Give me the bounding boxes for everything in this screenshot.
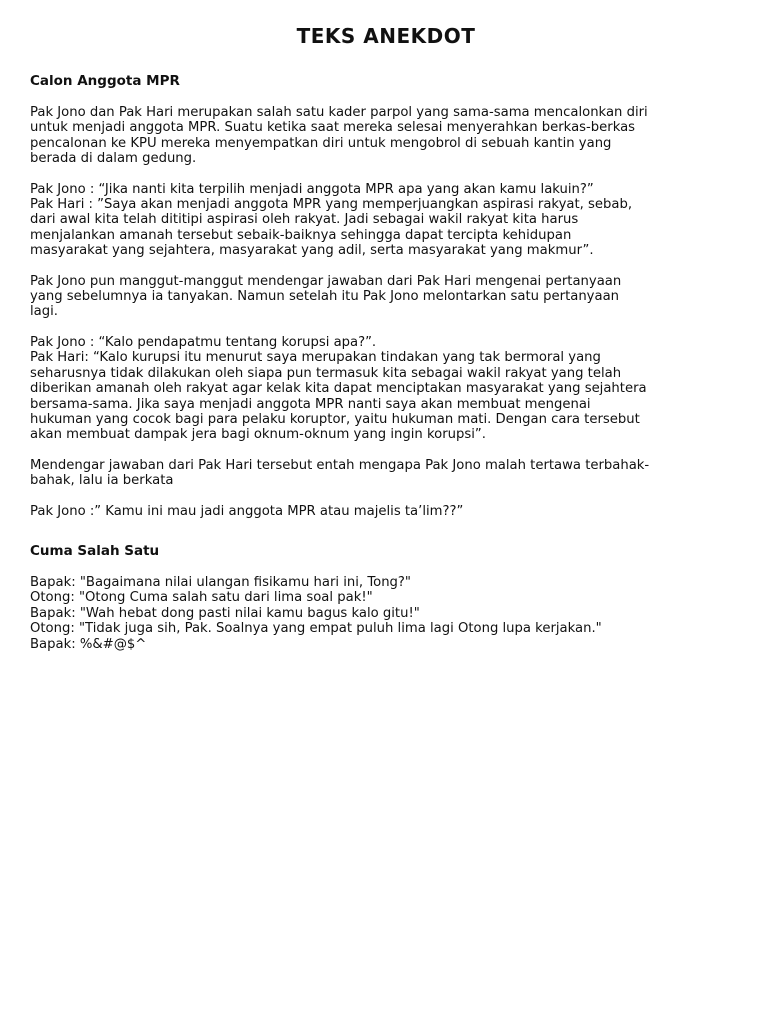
paragraph-dialogue-2 [30,335,742,443]
dialogue-line: Otong: "Otong Cuma salah satu dari lima soal pak!" [30,590,373,606]
text-line: menjalankan amanah tersebut sebaik-baiknya sehingga dapat tercipta kehidupan [30,227,572,243]
text-line: yang sebelumnya ia tanyakan. Namun setelah itu Pak Jono melontarkan satu pertanyaan [30,289,620,305]
story-heading-cuma-salah-satu: Cuma Salah Satu [30,542,160,559]
text-line: Pak Jono :” Kamu ini mau jadi anggota MPR atau majelis ta’lim??” [30,503,464,519]
text-line: Pak Jono dan Pak Hari merupakan salah satu kader parpol yang sama-sama mencalonkan diri [30,105,648,120]
document-page [30,22,742,667]
paragraph-dialogue-bapak-otong [30,575,742,652]
text-line: diberikan amanah oleh rakyat agar kelak kita dapat menciptakan masyarakat yang sejahtera [30,381,647,397]
dialogue-line: Bapak: "Bagaimana nilai ulangan fisikamu hari ini, Tong?" [30,574,411,590]
paragraph-punchline [30,504,742,519]
text-line: Pak Jono : “Kalo pendapatmu tentang korupsi apa?”. [30,334,377,350]
text-line: Pak Hari: “Kalo kurupsi itu menurut saya merupakan tindakan yang tak bermoral yang [30,350,601,366]
text-line: bahak, lalu ia berkata [30,473,174,489]
paragraph-dialogue-1 [30,182,742,259]
text-line: untuk menjadi anggota MPR. Suatu ketika saat mereka selesai menyerahkan berkas-berkas [30,120,636,136]
dialogue-line: Bapak: "Wah hebat dong pasti nilai kamu bagus kalo gitu!" [30,605,420,621]
text-line: Pak Hari : ”Saya akan menjadi anggota MPR yang memperjuangkan aspirasi rakyat, sebab, [30,197,633,213]
text-line: akan membuat dampak jera bagi oknum-oknum yang ingin korupsi”. [30,427,486,443]
text-line: seharusnya tidak dilakukan oleh siapa pun termasuk kita sebagai wakil rakyat yang telah [30,365,622,381]
dialogue-line: Bapak: %&#@$^ [30,636,147,652]
paragraph-narration [30,274,742,320]
text-line: Pak Jono : “Jika nanti kita terpilih menjadi anggota MPR apa yang akan kamu lakuin?” [30,181,594,197]
text-line: bersama-sama. Jika saya menjadi anggota MPR nanti saya akan membuat mengenai [30,396,591,412]
text-line: Mendengar jawaban dari Pak Hari tersebut entah mengapa Pak Jono malah tertawa terbahak- [30,457,650,473]
story-heading-calon-anggota-mpr: Calon Anggota MPR [30,73,180,89]
text-line: masyarakat yang sejahtera, masyarakat yang adil, serta masyarakat yang makmur”. [30,243,594,259]
paragraph-reaction [30,458,742,489]
text-line: lagi. [30,304,58,320]
text-line: dari awal kita telah dititipi aspirasi oleh rakyat. Jadi sebagai wakil rakyat kita harus [30,212,579,228]
dialogue-line: Otong: "Tidak juga sih, Pak. Soalnya yang empat puluh lima lagi Otong lupa kerjakan." [30,621,602,637]
text-line: berada di dalam gedung. [30,151,197,167]
text-line: pencalonan ke KPU mereka menyempatkan diri untuk mengobrol di sebuah kantin yang [30,135,612,151]
paragraph-intro [30,105,742,167]
document-title: TEKS ANEKDOT [296,24,476,48]
text-line: Pak Jono pun manggut-manggut mendengar jawaban dari Pak Hari mengenai pertanyaan [30,273,622,289]
text-line: hukuman yang cocok bagi para pelaku koruptor, yaitu hukuman mati. Dengan cara tersebut [30,411,640,427]
